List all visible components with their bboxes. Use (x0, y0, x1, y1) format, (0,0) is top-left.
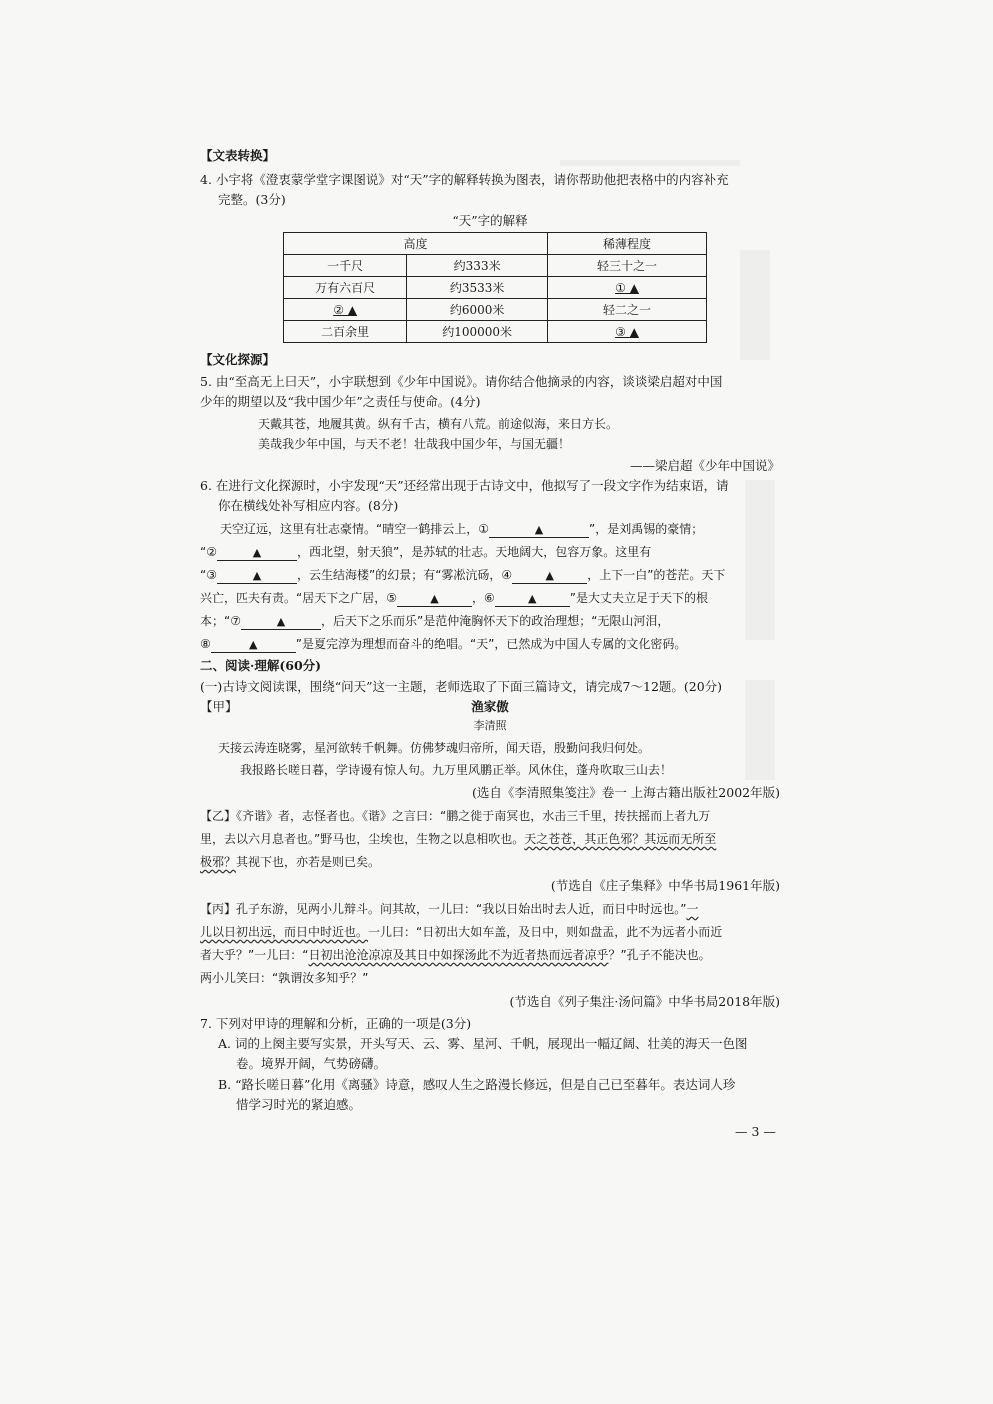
answer-blank-3[interactable]: ▲ (217, 569, 297, 584)
q5-quote1: 天戴其苍，地履其黄。纵有千古，横有八荒。前途似海，来日方长。 (258, 417, 619, 431)
table-cell: 轻二之一 (548, 299, 707, 321)
bing-text: 一儿曰：“日初出大如车盖，及日中，则如盘盂，此不为远者小而近 (368, 925, 723, 939)
table-cell: 一千尺 (284, 255, 407, 277)
table-blank-cell-2: ② ▲ (284, 299, 407, 321)
q6-text: “② (200, 545, 217, 559)
table-row (284, 255, 707, 277)
table-blank-cell-1: ① ▲ (548, 277, 707, 299)
yi-line2 (200, 829, 780, 849)
answer-blank-4[interactable]: ▲ (512, 569, 587, 584)
section-heading-reading: 二、阅读·理解(60分) (200, 658, 322, 673)
q6-text: “③ (200, 568, 217, 582)
q6-text: ”，是刘禹锡的豪情； (588, 522, 704, 536)
yi-wavy-underlined-text: 天之苍苍，其正色邪？其远而无所至 (524, 832, 717, 846)
answer-blank-1[interactable]: ▲ (489, 523, 589, 538)
answer-blank-5[interactable]: ▲ (397, 592, 472, 607)
q6-text: ⑧ (200, 637, 211, 651)
section-heading-wenhua: 【文化探源】 (200, 352, 276, 367)
table-cell: 轻三十之一 (548, 255, 707, 277)
bleed-through-mark (740, 250, 770, 360)
q6-line1: 6. 在进行文化探源时，小宇发现“天”还经常出现于古诗文中，他拟写了一段文字作为结束语，请 (200, 478, 729, 493)
q6-text: ，⑥ (471, 591, 495, 605)
answer-blank-8[interactable]: ▲ (211, 638, 296, 653)
answer-blank-7[interactable]: ▲ (241, 615, 321, 630)
yi-text: 里，去以六月息者也。”野马也，尘埃也，生物之以息相吹也。 (200, 832, 525, 846)
yi-line3 (200, 852, 780, 872)
q5-source: ——梁启超《少年中国说》 (629, 458, 780, 473)
bing-source: (节选自《列子集注·汤问篇》中华书局2018年版) (509, 994, 780, 1009)
table-cell: 二百余里 (284, 321, 407, 343)
table-title: “天”字的解释 (452, 213, 528, 228)
q6-text: 兴亡，匹夫有责。“居天下之广居，⑤ (200, 591, 397, 605)
jia-source: (选自《李清照集笺注》卷一 上海古籍出版社2002年版) (471, 785, 780, 800)
q7-option-a-line1: A. 词的上阕主要写实景，开头写天、云、雾、星河、千帆，展现出一幅辽阔、壮美的海天一色图 (218, 1036, 748, 1051)
yi-wavy-underlined-text: 极邪？ (200, 855, 237, 869)
q6-text: ”是大丈夫立足于天下的根 (569, 591, 708, 605)
table-cell: 约6000米 (407, 299, 548, 321)
q6-paragraph-line (200, 588, 780, 608)
bing-line4: 两小儿笑曰：“孰谓汝多知乎？” (200, 971, 369, 985)
yi-source: (节选自《庄子集释》中华书局1961年版) (550, 878, 780, 893)
jia-title: 渔家傲 (471, 699, 509, 714)
q6-paragraph-line (200, 611, 780, 631)
jia-line1: 天接云涛连晓雾，星河欲转千帆舞。仿佛梦魂归帝所，闻天语，殷勤问我归何处。 (218, 741, 651, 755)
table-header-row (284, 233, 707, 255)
q6-paragraph-line (200, 519, 780, 539)
q6-text: ，后天下之乐而乐”是范仲淹胸怀天下的政治理想；“无限山河泪， (320, 614, 670, 628)
bing-line2 (200, 922, 780, 942)
table-header-thinness: 稀薄程度 (548, 233, 707, 255)
table-cell: 约333米 (407, 255, 548, 277)
bing-text: 者大乎？”一儿曰：“ (200, 948, 309, 962)
bing-wavy-underlined-text: 日初出沧沧凉凉及其日中如探汤此不为近者热而远者凉乎 (308, 948, 609, 962)
table-cell: 约100000米 (407, 321, 548, 343)
q6-text: ，云生结海楼”的幻景；有“雾凇沆砀，④ (296, 568, 513, 582)
table-row (284, 321, 707, 343)
tian-table (283, 232, 707, 343)
table-row (284, 299, 707, 321)
bing-line3 (200, 945, 780, 965)
jia-label: 【甲】 (200, 699, 238, 714)
reading-subheading: (一)古诗文阅读课，围绕“问天”这一主题，老师选取了下面三篇诗文，请完成7～12题。(20分) (200, 679, 723, 694)
yi-line1: 【乙】《齐谐》者，志怪者也。《谐》之言曰：“鹏之徙于南冥也，水击三千里，抟扶摇而上者九万 (200, 809, 711, 823)
jia-line2: 我报路长嗟日暮，学诗谩有惊人句。九万里风鹏正举。风休住，蓬舟吹取三山去！ (240, 763, 673, 777)
page-number: — 3 — (735, 1124, 776, 1139)
q4-line1: 4. 小宇将《澄衷蒙学堂字课图说》对“天”字的解释转换为图表，请你帮助他把表格中的内容补充 (200, 172, 729, 187)
table-header-height: 高度 (284, 233, 548, 255)
jia-author: 李清照 (473, 719, 507, 732)
q7-stem: 7. 下列对甲诗的理解和分析，正确的一项是(3分) (200, 1016, 472, 1031)
bing-text: 【丙】孔子东游，见两小儿辩斗。问其故，一儿曰：“我以日始出时去人近，而日中时远也。” (200, 902, 687, 916)
q6-text: ，西北望，射天狼”，是苏轼的壮志。天地阔大，包容万象。这里有 (296, 545, 652, 559)
answer-blank-6[interactable]: ▲ (495, 592, 570, 607)
section-heading-wenbiao: 【文表转换】 (200, 148, 276, 163)
q6-text: 天空辽远，这里有壮志豪情。“晴空一鹤排云上，① (220, 522, 489, 536)
bing-text: ？”孔子不能决也。 (608, 948, 711, 962)
bing-wavy-underlined-text: 一 (686, 902, 699, 916)
table-blank-cell-3: ③ ▲ (548, 321, 707, 343)
table-cell: 万有六百尺 (284, 277, 407, 299)
q6-paragraph-line (200, 634, 780, 654)
q6-paragraph-line (200, 542, 780, 562)
q5-line2: 少年的期望以及“我中国少年”之责任与使命。(4分) (200, 394, 481, 409)
table-cell: 约3533米 (407, 277, 548, 299)
bing-line1 (200, 899, 780, 919)
q5-quote2: 美哉我少年中国，与天不老！壮哉我中国少年，与国无疆！ (258, 437, 571, 451)
q7-option-b-line2: 惜学习时光的紧迫感。 (236, 1097, 362, 1112)
q6-paragraph-line (200, 565, 780, 585)
yi-text: 其视下也，亦若是则已矣。 (236, 855, 381, 869)
q7-option-b-line1: B. “路长嗟日暮”化用《离骚》诗意，感叹人生之路漫长修远，但是自己已至暮年。表达词人珍 (218, 1077, 736, 1092)
table-row (284, 277, 707, 299)
q4-line2: 完整。(3分) (218, 192, 286, 207)
q6-text: ，上下一白”的苍茫。天下 (587, 568, 726, 582)
q5-line1: 5. 由“至高无上曰天”，小宇联想到《少年中国说》。请你结合他摘录的内容，谈谈梁启超对中国 (200, 374, 723, 389)
q7-option-a-line2: 卷。境界开阔，气势磅礴。 (236, 1056, 387, 1071)
answer-blank-2[interactable]: ▲ (217, 546, 297, 561)
q6-text: ”是夏完淳为理想而奋斗的绝唱。“天”，已然成为中国人专属的文化密码。 (295, 637, 687, 651)
bing-wavy-underlined-text: 儿以日初出远，而日中时近也。 (200, 925, 369, 939)
q6-line2: 你在横线处补写相应内容。(8分) (218, 498, 399, 513)
q6-text: 本；“⑦ (200, 614, 241, 628)
